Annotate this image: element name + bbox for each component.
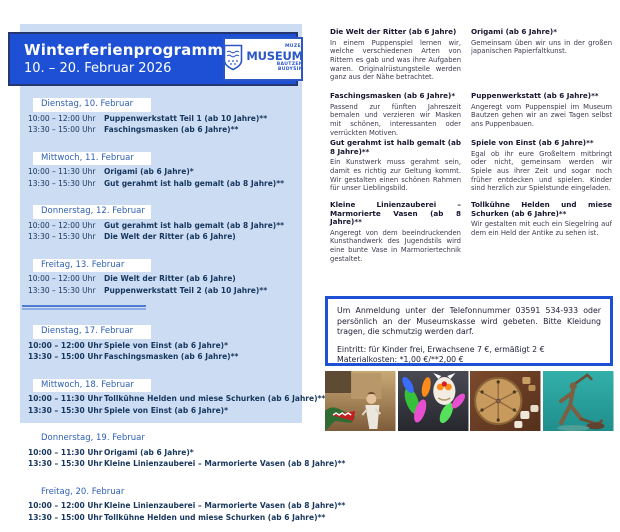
description-block — [330, 92, 461, 139]
event-time: 10:00 – 12:00 Uhr — [28, 113, 96, 123]
event-time: 13:30 – 15:30 Uhr — [28, 178, 96, 188]
schedule-event — [28, 394, 326, 404]
page-title: Winterferienprogramm — [24, 41, 224, 59]
schedule-event — [28, 221, 302, 231]
description-body: Ein Kunstwerk muss gerahmt sein, damit es richtig zur Geltung kommt. Wir gestalten einen schönen Rahmen für unser Lieblingsbild. — [330, 158, 461, 193]
schedule-event — [28, 232, 302, 242]
schedule-event — [28, 274, 302, 284]
event-time: 10:00 – 12:00 Uhr — [28, 501, 103, 510]
material-costs-text: Materialkosten: *1,00 €/**2,00 € — [337, 355, 464, 364]
day-header: Mittwoch, 11. Februar — [33, 152, 151, 166]
day-header: Freitag, 20. Februar — [33, 486, 151, 500]
schedule-event — [28, 125, 302, 135]
description-body: Gemeinsam üben wir uns in der großen japanischen Papierfaltkunst. — [471, 38, 612, 56]
logo-museum-label: MUSEUM — [246, 48, 303, 63]
description-body: Egal ob ihr eure Großeltern mitbringt oder nicht, gemeinsam werden wir Spiele aus ihrer Zeit und sogar noch früher entdecken und spielen. Kinder sind herzlich zur Spielstunde eingeladen. — [471, 149, 612, 193]
logo-budysin-label: BUDYŠIN — [277, 67, 303, 73]
carnival-masks-photo — [398, 371, 469, 431]
day-header: Donnerstag, 12. Februar — [33, 205, 151, 219]
event-time: 13:30 – 15:00 Uhr — [28, 125, 96, 134]
logo-bautzen-label: BAUTZEN — [276, 62, 303, 68]
event-time: 10:00 – 11:30 Uhr — [28, 394, 103, 403]
page-subtitle: 10. – 20. Februar 2026 — [24, 61, 172, 76]
schedule-event — [28, 459, 346, 469]
historic-game-board-photo — [470, 371, 541, 431]
day-group — [20, 145, 302, 189]
event-time: 13:30 – 15:00 Uhr — [28, 352, 103, 361]
day-header: Donnerstag, 19. Februar — [33, 432, 151, 446]
event-title: Spiele von Einst (ab 6 Jahre)* — [104, 340, 229, 350]
description-body: Angeregt von dem beeindruckenden Kunsthandwerk des Jugendstils wird eine bunte Vase in Marmoriertechnik gestaltet. — [330, 228, 461, 263]
event-time: 10:00 – 11:30 Uhr — [28, 167, 96, 176]
museum-shield-icon — [223, 44, 243, 75]
day-group — [20, 425, 346, 469]
description-body: Passend zur fünften Jahreszeit bemalen und verzieren wir Masken mit schönen, interessanten oder verrückten Motiven. — [330, 102, 461, 137]
descriptions-column-2 — [471, 28, 612, 238]
event-title: Kleine Linienzauberei – Marmorierte Vasen (ab 8 Jahre)** — [104, 501, 346, 510]
day-group — [20, 198, 302, 242]
photo-strip — [325, 371, 613, 431]
schedule-event — [28, 406, 302, 416]
schedule-event — [28, 114, 302, 124]
description-body: Angeregt vom Puppenspiel im Museum Bautzen gehen wir an zwei Tagen selbst ans Puppenbauen. — [471, 102, 612, 128]
schedule-event — [28, 512, 326, 523]
description-block — [471, 201, 612, 238]
description-title: Origami (ab 6 Jahre)* — [471, 27, 557, 36]
event-time: 10:00 – 12:00 Uhr — [28, 340, 103, 350]
puppet-theatre-photo — [325, 371, 396, 431]
day-group — [20, 91, 302, 135]
event-title: Faschingsmasken (ab 6 Jahre)** — [104, 125, 239, 134]
day-header: Freitag, 13. Februar — [33, 259, 151, 273]
day-group — [20, 252, 302, 296]
description-body: Wir gestalten mit euch ein Siegelring auf dem ein Held der Antike zu sehen ist. — [471, 220, 612, 237]
event-title: Kleine Linienzauberei – Marmorierte Vasen (ab 8 Jahre)** — [104, 459, 346, 468]
schedule-event — [28, 341, 302, 351]
event-title: Gut gerahmt ist halb gemalt (ab 8 Jahre)** — [104, 220, 285, 230]
schedule-week-1 — [20, 91, 302, 295]
description-block — [330, 139, 461, 201]
event-time: 13:30 – 15:30 Uhr — [28, 405, 103, 415]
event-title: Origami (ab 6 Jahre)* — [104, 447, 194, 457]
description-block — [471, 139, 612, 201]
day-group — [20, 479, 346, 523]
description-block — [471, 28, 612, 92]
schedule-list — [20, 91, 346, 532]
header — [8, 32, 303, 86]
event-time: 10:00 – 12:00 Uhr — [28, 274, 96, 283]
logo-muzej-label: MUZEJ — [284, 44, 303, 50]
schedule-event — [28, 448, 302, 458]
day-header: Dienstag, 17. Februar — [33, 325, 151, 339]
day-group — [20, 372, 326, 416]
description-block — [471, 92, 612, 139]
descriptions-column-1 — [330, 28, 461, 264]
event-title: Puppenwerkstatt Teil 1 (ab 10 Jahre)** — [104, 113, 268, 123]
event-title: Gut gerahmt ist halb gemalt (ab 8 Jahre)** — [104, 178, 285, 188]
week-divider — [22, 305, 146, 310]
description-title: Die Welt der Ritter (ab 6 Jahre) — [330, 27, 457, 36]
event-title: Spiele von Einst (ab 6 Jahre)* — [104, 405, 229, 415]
description-title: Puppenwerkstatt (ab 6 Jahre)** — [471, 91, 599, 100]
description-block — [330, 28, 461, 92]
entry-prices-text: Eintritt: für Kinder frei, Erwachsene 7 €, ermäßigt 2 € — [337, 344, 545, 354]
event-title: Die Welt der Ritter (ab 6 Jahre) — [104, 274, 236, 283]
schedule-event — [28, 352, 302, 362]
schedule-event — [28, 167, 302, 177]
day-header: Mittwoch, 18. Februar — [33, 379, 151, 393]
description-title: Tollkühne Helden und miese Schurken (ab 6 Jahre)** — [471, 200, 612, 218]
description-title: Kleine Linienzauberei – Marmorierte Vasen (ab 8 Jahre)** — [330, 200, 461, 227]
museum-logo — [223, 37, 303, 81]
description-title: Faschingsmasken (ab 6 Jahre)* — [330, 91, 456, 100]
event-time: 13:30 – 15:30 Uhr — [28, 285, 96, 295]
bronze-statue-photo — [543, 371, 614, 431]
description-block — [330, 201, 461, 264]
event-title: Tollkühne Helden und miese Schurken (ab 6 Jahre)** — [104, 394, 326, 403]
event-time: 13:30 – 15:00 Uhr — [28, 512, 103, 522]
event-time: 13:30 – 15:30 Uhr — [28, 459, 103, 468]
event-title: Faschingsmasken (ab 6 Jahre)** — [104, 352, 239, 361]
event-time: 10:00 – 11:30 Uhr — [28, 447, 103, 457]
day-header: Dienstag, 10. Februar — [33, 98, 151, 112]
registration-info-box — [325, 296, 613, 366]
description-body: In einem Puppenspiel lernen wir, welche verschiedenen Arten von Rittern es gab und was ihre Aufgaben waren. Originalrüstungsteile werden ganz aus der Nähe betrachtet. — [330, 38, 461, 82]
description-title: Gut gerahmt ist halb gemalt (ab 8 Jahre)** — [330, 138, 461, 156]
event-title: Puppenwerkstatt Teil 2 (ab 10 Jahre)** — [104, 285, 268, 295]
schedule-event — [28, 501, 346, 511]
event-title: Die Welt der Ritter (ab 6 Jahre) — [104, 232, 236, 241]
registration-text: Um Anmeldung unter der Telefonnummer 03591 534-933 oder persönlich an der Museumskasse wird gebeten. Bitte Kleidung tragen, die schmutzig werden darf. — [337, 306, 601, 336]
event-time: 10:00 – 12:00 Uhr — [28, 220, 96, 230]
event-title: Origami (ab 6 Jahre)* — [104, 167, 194, 176]
day-group — [20, 318, 302, 362]
schedule-week-2 — [20, 318, 346, 522]
schedule-event — [28, 286, 302, 296]
event-title: Tollkühne Helden und miese Schurken (ab 6 Jahre)** — [104, 512, 326, 522]
schedule-event — [28, 179, 302, 189]
event-time: 13:30 – 15:30 Uhr — [28, 232, 96, 241]
description-title: Spiele von Einst (ab 6 Jahre)** — [471, 138, 594, 147]
